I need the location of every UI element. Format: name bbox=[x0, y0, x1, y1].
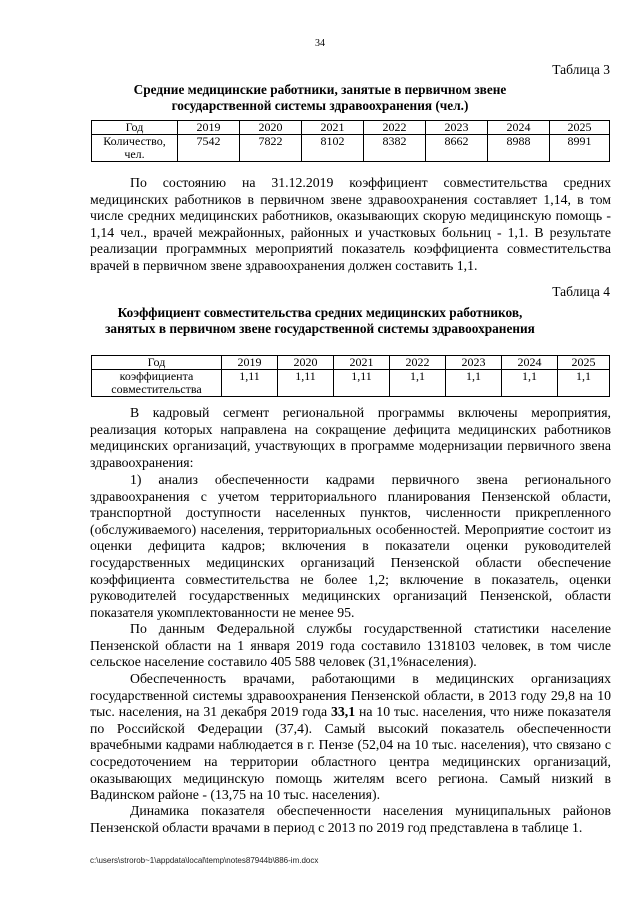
table-cell: 7542 bbox=[178, 135, 240, 162]
table-cell: 1,1 bbox=[446, 370, 502, 397]
table-cell: 8662 bbox=[426, 135, 488, 162]
table3-value-row bbox=[92, 135, 610, 162]
table-header-cell: 2025 bbox=[550, 121, 610, 135]
table-header-cell: 2023 bbox=[426, 121, 488, 135]
table4 bbox=[91, 355, 610, 397]
table4-value-row bbox=[92, 370, 610, 397]
table-cell: 1,11 bbox=[222, 370, 278, 397]
table-cell: 8988 bbox=[488, 135, 550, 162]
table-header-cell: Год bbox=[92, 356, 222, 370]
table-header-cell: Год bbox=[92, 121, 178, 135]
table3-title-line1: Средние медицинские работники, занятые в первичном звене bbox=[133, 82, 507, 97]
table-cell: 1,11 bbox=[334, 370, 390, 397]
table-cell: 7822 bbox=[240, 135, 302, 162]
table-cell: 8102 bbox=[302, 135, 364, 162]
paragraph-2: В кадровый сегмент региональной программы включены мероприятия, реализация которых направлена на сокращение дефицита медицинских работников медицинских организаций, участвующих в программе модернизации первичного звена здравоохранения: bbox=[90, 405, 611, 470]
table-header-cell: 2021 bbox=[334, 356, 390, 370]
table-row-label: коэффициента совместительства bbox=[92, 370, 222, 397]
table-header-cell: 2019 bbox=[222, 356, 278, 370]
table-header-cell: 2022 bbox=[390, 356, 446, 370]
page-number: 34 bbox=[315, 38, 325, 49]
table-cell: 8991 bbox=[550, 135, 610, 162]
table3-caption: Таблица 3 bbox=[552, 62, 610, 77]
table-header-cell: 2023 bbox=[446, 356, 502, 370]
table-cell: 1,1 bbox=[390, 370, 446, 397]
table4-title-line1: Коэффициент совместительства средних медицинских работников, bbox=[117, 305, 523, 320]
paragraph-4: По данным Федеральной службы государственной статистики население Пензенской области на 1 января 2019 года составило 1318103 человек, в том числе сельское население составило 405 588 человек (31,1%населения). bbox=[90, 621, 611, 670]
paragraph-5: Обеспеченность врачами, работающими в медицинских организациях государственной системы здравоохранения Пензенской области, в 2013 году 29,8 на 10 тыс. населения, на 31 декабря 2019 года 33,1 на 10 тыс. населения, что ниже показателя по Российской Федерации (37,4). Самый высокий показатель обеспеченности врачебными кадрами наблюдается в г. Пензе (52,04 на 10 тыс. населения), что связано с сосредоточением на территории областного центра медицинских организаций, оказывающих медицинскую помощь жителям всего региона. Самый низкий в Вадинском районе - (13,75 на 10 тыс. населения). bbox=[90, 671, 611, 803]
table-header-cell: 2022 bbox=[364, 121, 426, 135]
table3-header-row bbox=[92, 121, 610, 135]
table-header-cell: 2024 bbox=[502, 356, 558, 370]
table-header-cell: 2019 bbox=[178, 121, 240, 135]
table-header-cell: 2020 bbox=[240, 121, 302, 135]
table-header-cell: 2020 bbox=[278, 356, 334, 370]
table4-caption: Таблица 4 bbox=[552, 284, 610, 299]
table-row-label: Количество, чел. bbox=[92, 135, 178, 162]
table-cell: 1,11 bbox=[278, 370, 334, 397]
table3-title-line2: государственной системы здравоохранения (чел.) bbox=[171, 98, 469, 113]
table-cell: 1,1 bbox=[502, 370, 558, 397]
table-header-cell: 2025 bbox=[558, 356, 610, 370]
paragraph-3: 1) анализ обеспеченности кадрами первичного звена регионального здравоохранения с учетом территориального планирования Пензенской области, транспортной доступности населенных пунктов, численности прикрепленного (обслуживаемого) населения, территориальных особенностей. Мероприятие состоит из оценки дефицита кадров; включения в показатели оценки руководителей государственных медицинских организаций Пензенской области обеспечение коэффициента совместительства не более 1,2; включение в показатель, оценки руководителей государственных медицинских организаций Пензенской, области показателя укомплектованности не менее 95. bbox=[90, 472, 611, 620]
table-header-cell: 2021 bbox=[302, 121, 364, 135]
paragraph-1: По состоянию на 31.12.2019 коэффициент совместительства средних медицинских работников в первичном звене здравоохранения составляет 1,14, в том числе средних медицинских работников, оказывающих скорую медицинскую помощь - 1,14 чел., врачей межрайонных, районных и участковых больниц - 1,1. В результате реализации программных мероприятий показатель коэффициента совместительства врачей в первичном звене здравоохранения должен составить 1,1. bbox=[90, 175, 611, 273]
table4-header-row bbox=[92, 356, 610, 370]
table4-title-line2: занятых в первичном звене государственной системы здравоохранения bbox=[105, 321, 535, 336]
bold-value: 33,1 bbox=[331, 704, 356, 720]
table-header-cell: 2024 bbox=[488, 121, 550, 135]
table3 bbox=[91, 120, 610, 162]
table-cell: 8382 bbox=[364, 135, 426, 162]
table-cell: 1,1 bbox=[558, 370, 610, 397]
footer-file-path: c:\users\strorob~1\appdata\local\temp\notes87944b\886-im.docx bbox=[90, 856, 319, 865]
paragraph-6: Динамика показателя обеспеченности населения муниципальных районов Пензенской области врачами в период с 2013 по 2019 год представлена в таблице 1. bbox=[90, 803, 611, 835]
